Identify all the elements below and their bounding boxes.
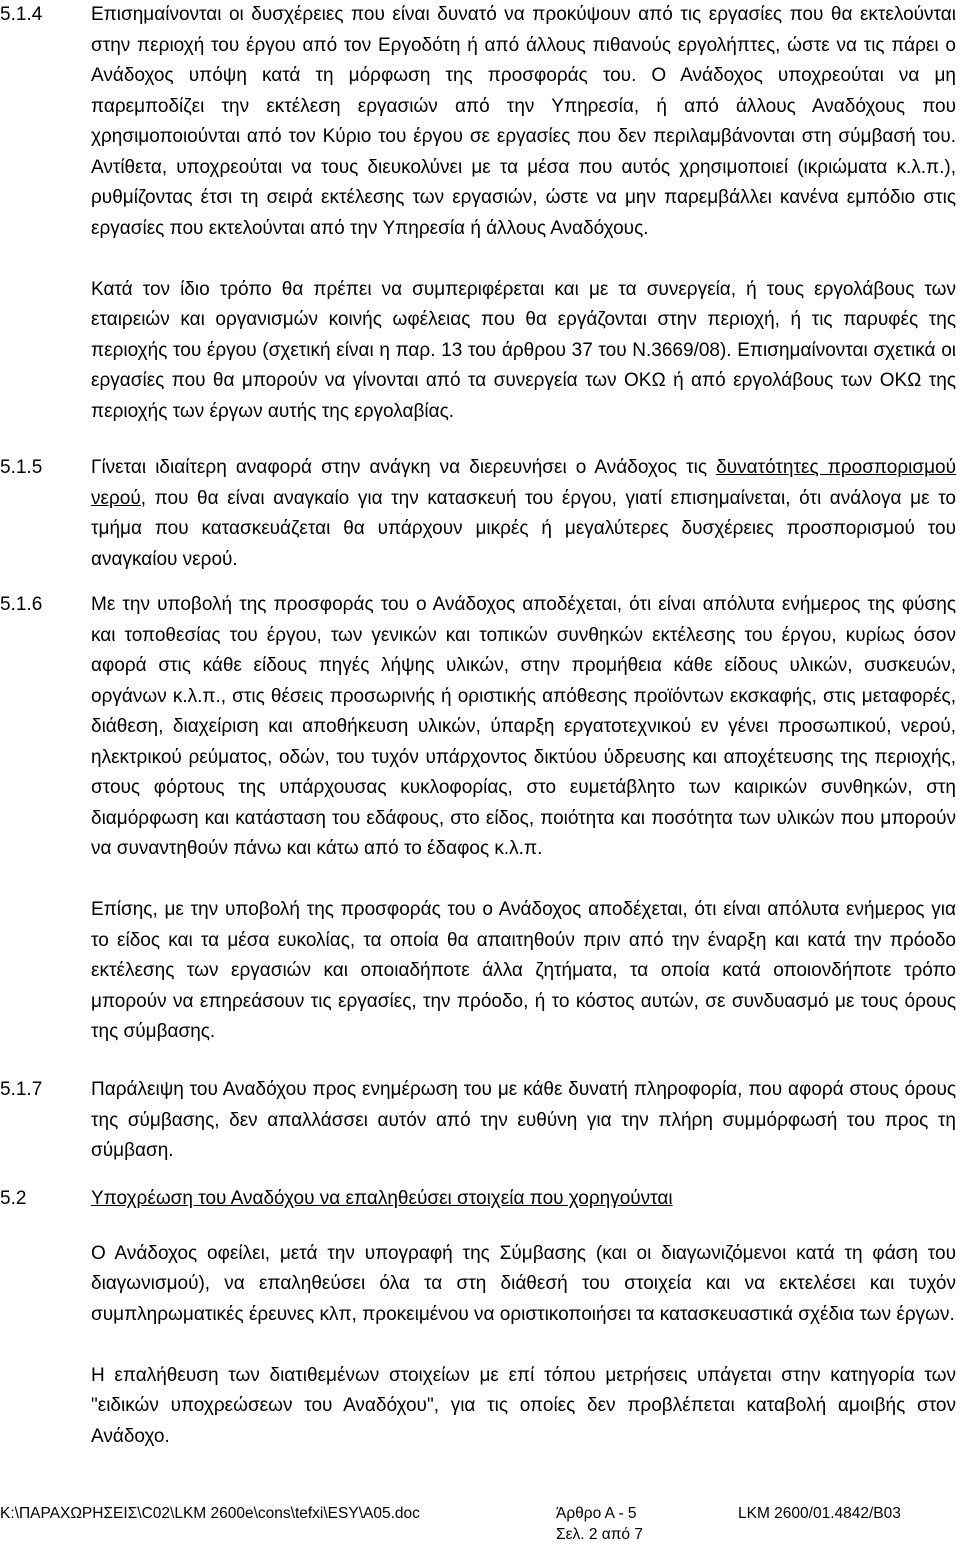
paragraph: Επισημαίνονται οι δυσχέρειες που είναι δυνατό να προκύψουν από τις εργασίες που θα εκτελούνται στην περιοχή του έργου από τον Εργοδότη ή από άλλους πιθανούς εργολήπτες, ώστε να τις πάρει ο Ανάδοχος υπόψη κατά τη μόρφωση της προσφοράς του. Ο Ανάδοχος υποχρεούται να μη παρεμποδίζει την εκτέλεση εργασιών από την Υπηρεσία, ή από άλλους Αναδόχους που χρησιμοποιούνται από τον Κύριο του έργου σε εργασίες που δεν περιλαμβάνονται στη σύμβασή του. Αντίθετα, υποχρεούται να τους διευκολύνει με τα μέσα που αυτός χρησιμοποιεί (ικριώματα κ.λ.π.), ρυθμίζοντας έτσι τη σειρά εκτέλεσης των εργασιών, ώστε να μην παρεμβάλλει κανένα εμπόδιο στις εργασίες που εκτελούνται από την Υπηρεσία ή άλλους Αναδόχους. <box>91 4 956 239</box>
article-label: Άρθρο Α - 5 <box>556 1505 637 1522</box>
section-5-1-4 <box>0 0 960 427</box>
section-number: 5.2 <box>0 1188 27 1209</box>
text-run: Γίνεται ιδιαίτερη αναφορά στην ανάγκη να διερευνήσει ο Ανάδοχος τις <box>91 457 717 478</box>
section-number: 5.1.6 <box>0 594 43 615</box>
paragraph: Παράλειψη του Αναδόχου προς ενημέρωση του με κάθε δυνατή πληροφορία, που αφορά στους όρους της σύμβασης, δεν απαλλάσσει αυτόν από την ευθύνη για την πλήρη συμμόρφωσή του προς τη σύμβαση. <box>91 1079 956 1161</box>
section-number: 5.1.4 <box>0 4 43 25</box>
section-5-1-5 <box>0 453 960 575</box>
underlined-text: δυνατότητες προσπορισμού νερού, <box>91 457 956 509</box>
heading-text: Υποχρέωση του Αναδόχου να επαληθεύσει στοιχεία που χορηγούνται <box>91 1188 673 1209</box>
paragraph: Ο Ανάδοχος οφείλει, μετά την υπογραφή της Σύμβασης (και οι διαγωνιζόμενοι κατά τη φάση του διαγωνισμού), να επαληθεύσει όλα τα στη διάθεσή του στοιχεία και να εκτελέσει και τυχόν συμπληρωματικές έρευνες κλπ, προκειμένου να οριστικοποιήσει τα κατασκευαστικά σχέδια των έργων. <box>91 1242 956 1325</box>
section-number: 5.1.5 <box>0 457 43 478</box>
section-number: 5.1.7 <box>0 1079 43 1100</box>
section-5-2 <box>0 1184 960 1452</box>
section-5-1-6 <box>0 590 960 1048</box>
section-heading <box>91 1184 956 1215</box>
paragraph: Με την υποβολή της προσφοράς του ο Ανάδοχος αποδέχεται, ότι είναι απόλυτα ενήμερος της φύσης και τοποθεσίας του έργου, των γενικών και τοπικών συνθηκών εκτέλεσης του έργου, κυρίως όσον αφορά στις κάθε είδους πηγές λήψης υλικών, στην προμήθεια κάθε είδους υλικών, συσκευών, οργάνων κ.λ.π., στις θέσεις προσωρινής ή οριστικής απόθεσης προϊόντων εκσκαφής, στις μεταφορές, διάθεση, διαχείριση και αποθήκευση υλικών, ύπαρξη εργατοτεχνικού εν γένει προσωπικού, νερού, ηλεκτρικού ρεύματος, οδών, του τυχόν υπάρχοντος δικτύου ύδρευσης και αποχέτευσης της περιοχής, στους φόρτους της υπάρχουσας κυκλοφορίας, στο ευμετάβλητο των καιρικών συνθηκών, στη διαμόρφωση και κατάσταση του εδάφους, στο είδος, ποιότητα και ποσότητα των υλικών που μπορούν να συναντηθούν πάνω και κάτω από το έδαφος κ.λ.π. <box>91 594 956 859</box>
text-run: που θα είναι αναγκαίο για την κατασκευή του έργου, γιατί επισημαίνεται, ότι ανάλογα με το τμήμα που κατασκευάζεται θα υπάρχουν μικρές ή μεγαλύτερες δυσχέρειες προσπορισμού του αναγκαίου νερού. <box>91 487 956 570</box>
paragraph: Επίσης, με την υποβολή της προσφοράς του ο Ανάδοχος αποδέχεται, ότι είναι απόλυτα ενήμερος για το είδος και τα μέσα ευκολίας, τα οποία θα απαιτηθούν πριν από την έναρξη και κατά την πρόοδο εκτέλεσης των εργασιών και οποιαδήποτε άλλα ζητήματα, τα οποία κατά οποιονδήποτε τρόπο μπορούν να επηρεάσουν τις εργασίες, την πρόοδο, ή το κόστος αυτών, σε συνδυασμό με τους όρους της σύμβασης. <box>91 899 956 1042</box>
paragraph: Κατά τον ίδιο τρόπο θα πρέπει να συμπεριφέρεται και με τα συνεργεία, ή τους εργολάβους των εταιρειών και οργανισμών κοινής ωφέλειας που θα εργάζονται στην περιοχή, ή τις παρυφές της περιοχής του έργου (σχετική είναι η παρ. 13 του άρθρου 37 του Ν.3669/08). Επισημαίνονται σχετικά οι εργασίες που θα μπορούν να γίνονται από τα συνεργεία των ΟΚΩ ή από εργολάβους των ΟΚΩ της περιοχής των έργων αυτής της εργολαβίας. <box>91 278 956 422</box>
section-5-1-7 <box>0 1075 960 1167</box>
file-path: K:\ΠΑΡΑΧΩΡΗΣΕΙΣ\C02\LKM 2600e\cons\tefxi\ESY\A05.doc <box>0 1505 420 1522</box>
paragraph: Η επαλήθευση των διατιθεμένων στοιχείων με επί τόπου μετρήσεις υπάγεται στην κατηγορία των "ειδικών υποχρεώσεων του Αναδόχου", για τις οποίες δεν προβλέπεται καταβολή αμοιβής στον Ανάδοχο. <box>91 1364 956 1447</box>
document-reference: LKM 2600/01.4842/B03 <box>738 1505 901 1522</box>
paragraph <box>91 453 956 575</box>
page-number: Σελ. 2 από 7 <box>556 1526 643 1543</box>
